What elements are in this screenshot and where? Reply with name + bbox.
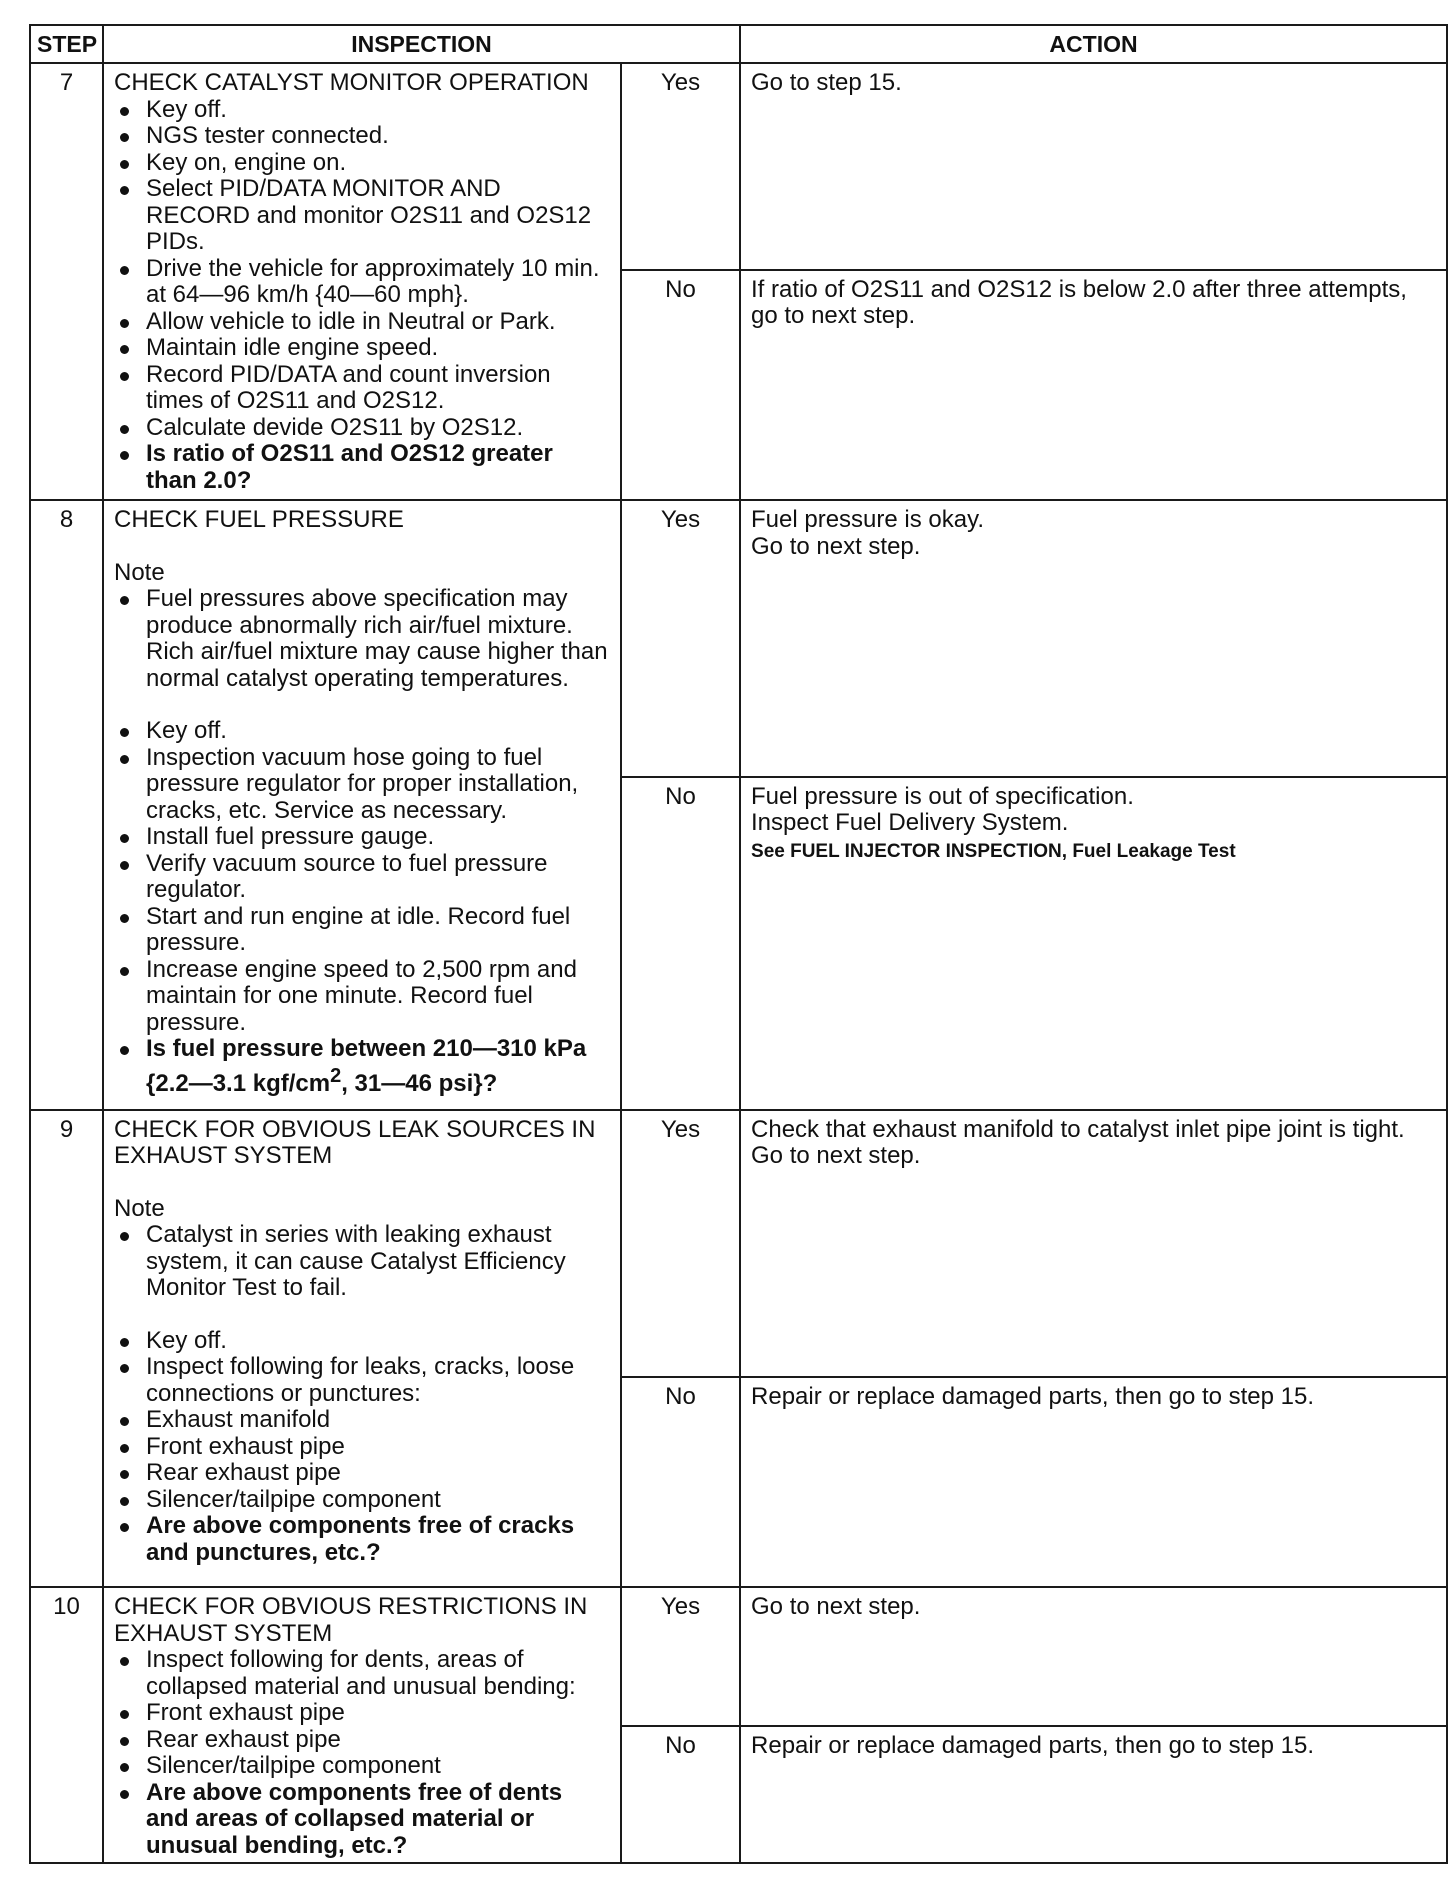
action-line: Check that exhaust manifold to catalyst inlet pipe joint is tight. (751, 1115, 1405, 1143)
table-row (30, 1110, 1447, 1377)
inspection-list (114, 1647, 610, 1859)
yes-label: Yes (621, 500, 740, 777)
list-item: Start and run engine at idle. Record fuel pressure. (114, 904, 610, 957)
list-item: Drive the vehicle for approximately 10 min. at 64—96 km/h {40—60 mph}. (114, 256, 610, 309)
no-label: No (621, 270, 740, 501)
header-action: ACTION (740, 25, 1447, 63)
list-item: Verify vacuum source to fuel pressure regulator. (114, 851, 610, 904)
list-item: Maintain idle engine speed. (114, 335, 610, 362)
list-item: Allow vehicle to idle in Neutral or Park. (114, 309, 610, 336)
list-item: Front exhaust pipe (114, 1700, 610, 1727)
step-title: CHECK FOR OBVIOUS LEAK SOURCES IN EXHAUST SYSTEM (114, 1115, 596, 1170)
yes-action: Go to step 15. (740, 63, 1447, 270)
inspection-question: Is ratio of O2S11 and O2S12 greater than 2.0? (114, 441, 610, 494)
header-inspection: INSPECTION (103, 25, 740, 63)
no-action: Repair or replace damaged parts, then go to step 15. (740, 1377, 1447, 1588)
list-item: Rear exhaust pipe (114, 1460, 610, 1487)
question-text: Is fuel pressure between 210—310 kPa {2.2—3.1 kgf/cm (146, 1035, 587, 1097)
no-action: If ratio of O2S11 and O2S12 is below 2.0 after three attempts, go to next step. (740, 270, 1447, 501)
list-item: Rear exhaust pipe (114, 1727, 610, 1754)
step-number: 9 (30, 1110, 103, 1587)
list-item: Inspect following for dents, areas of collapsed material and unusual bending: (114, 1647, 610, 1700)
header-step: STEP (30, 25, 103, 63)
no-label: No (621, 777, 740, 1110)
inspection-list (114, 97, 610, 495)
inspection-list (114, 1328, 610, 1567)
list-item: Key off. (114, 1328, 610, 1355)
inspection-cell (103, 63, 621, 500)
step-number: 10 (30, 1587, 103, 1863)
yes-action (740, 500, 1447, 777)
table-row (30, 500, 1447, 777)
inspection-question: Are above components free of cracks and punctures, etc.? (114, 1513, 610, 1566)
table-row (30, 63, 1447, 270)
superscript: 2 (330, 1064, 342, 1087)
list-item: Select PID/DATA MONITOR AND RECORD and monitor O2S11 and O2S12 PIDs. (114, 176, 610, 256)
list-item: Front exhaust pipe (114, 1434, 610, 1461)
list-item: Silencer/tailpipe component (114, 1753, 610, 1780)
list-item: NGS tester connected. (114, 123, 610, 150)
list-item: Silencer/tailpipe component (114, 1487, 610, 1514)
table-row (30, 1587, 1447, 1726)
note-label: Note (114, 558, 165, 586)
inspection-question: Are above components free of dents and areas of collapsed material or unusual bending, etc.? (114, 1780, 610, 1860)
list-item: Install fuel pressure gauge. (114, 824, 610, 851)
action-line: Fuel pressure is okay. (751, 506, 984, 534)
list-item: Calculate devide O2S11 by O2S12. (114, 415, 610, 442)
yes-action: Go to next step. (740, 1587, 1447, 1726)
list-item: Increase engine speed to 2,500 rpm and maintain for one minute. Record fuel pressure. (114, 957, 610, 1037)
list-item: Catalyst in series with leaking exhaust system, it can cause Catalyst Efficiency Monitor Test to fail. (114, 1222, 610, 1302)
yes-label: Yes (621, 1110, 740, 1377)
table-header-row (30, 25, 1447, 63)
action-line: Inspect Fuel Delivery System. (751, 809, 1069, 837)
inspection-list (114, 718, 610, 1097)
inspection-cell (103, 1587, 621, 1863)
no-label: No (621, 1377, 740, 1588)
list-item: Key off. (114, 718, 610, 745)
inspection-question (114, 1036, 610, 1097)
inspection-cell (103, 1110, 621, 1587)
list-item: Key off. (114, 97, 610, 124)
list-item: Inspection vacuum hose going to fuel pressure regulator for proper installation, cracks, etc. Service as necessary. (114, 745, 610, 825)
no-action: Repair or replace damaged parts, then go to step 15. (740, 1726, 1447, 1863)
yes-label: Yes (621, 1587, 740, 1726)
step-title: CHECK FOR OBVIOUS RESTRICTIONS IN EXHAUST SYSTEM (114, 1593, 588, 1647)
step-number: 8 (30, 500, 103, 1110)
step-title: CHECK CATALYST MONITOR OPERATION (114, 69, 589, 96)
yes-label: Yes (621, 63, 740, 270)
inspection-cell (103, 500, 621, 1110)
no-label: No (621, 1726, 740, 1863)
step-number: 7 (30, 63, 103, 500)
list-item: Exhaust manifold (114, 1407, 610, 1434)
no-action (740, 777, 1447, 1110)
yes-action (740, 1110, 1447, 1377)
list-item: Record PID/DATA and count inversion times of O2S11 and O2S12. (114, 362, 610, 415)
action-line: Go to next step. (751, 532, 921, 560)
note-list (114, 1222, 610, 1302)
action-line: Fuel pressure is out of specification. (751, 782, 1134, 810)
step-title: CHECK FUEL PRESSURE (114, 506, 404, 534)
note-list (114, 586, 610, 692)
note-label: Note (114, 1194, 165, 1222)
list-item: Fuel pressures above specification may produce abnormally rich air/fuel mixture. Rich air/fuel mixture may cause higher than normal catalyst operating temperatures. (114, 586, 610, 692)
list-item: Key on, engine on. (114, 150, 610, 177)
diagnostic-table (29, 24, 1448, 1864)
question-text: , 31—46 psi}? (341, 1069, 498, 1097)
action-line: Go to next step. (751, 1142, 921, 1170)
list-item: Inspect following for leaks, cracks, loose connections or punctures: (114, 1354, 610, 1407)
reference-link: See FUEL INJECTOR INSPECTION, Fuel Leakage Test (751, 840, 1236, 862)
